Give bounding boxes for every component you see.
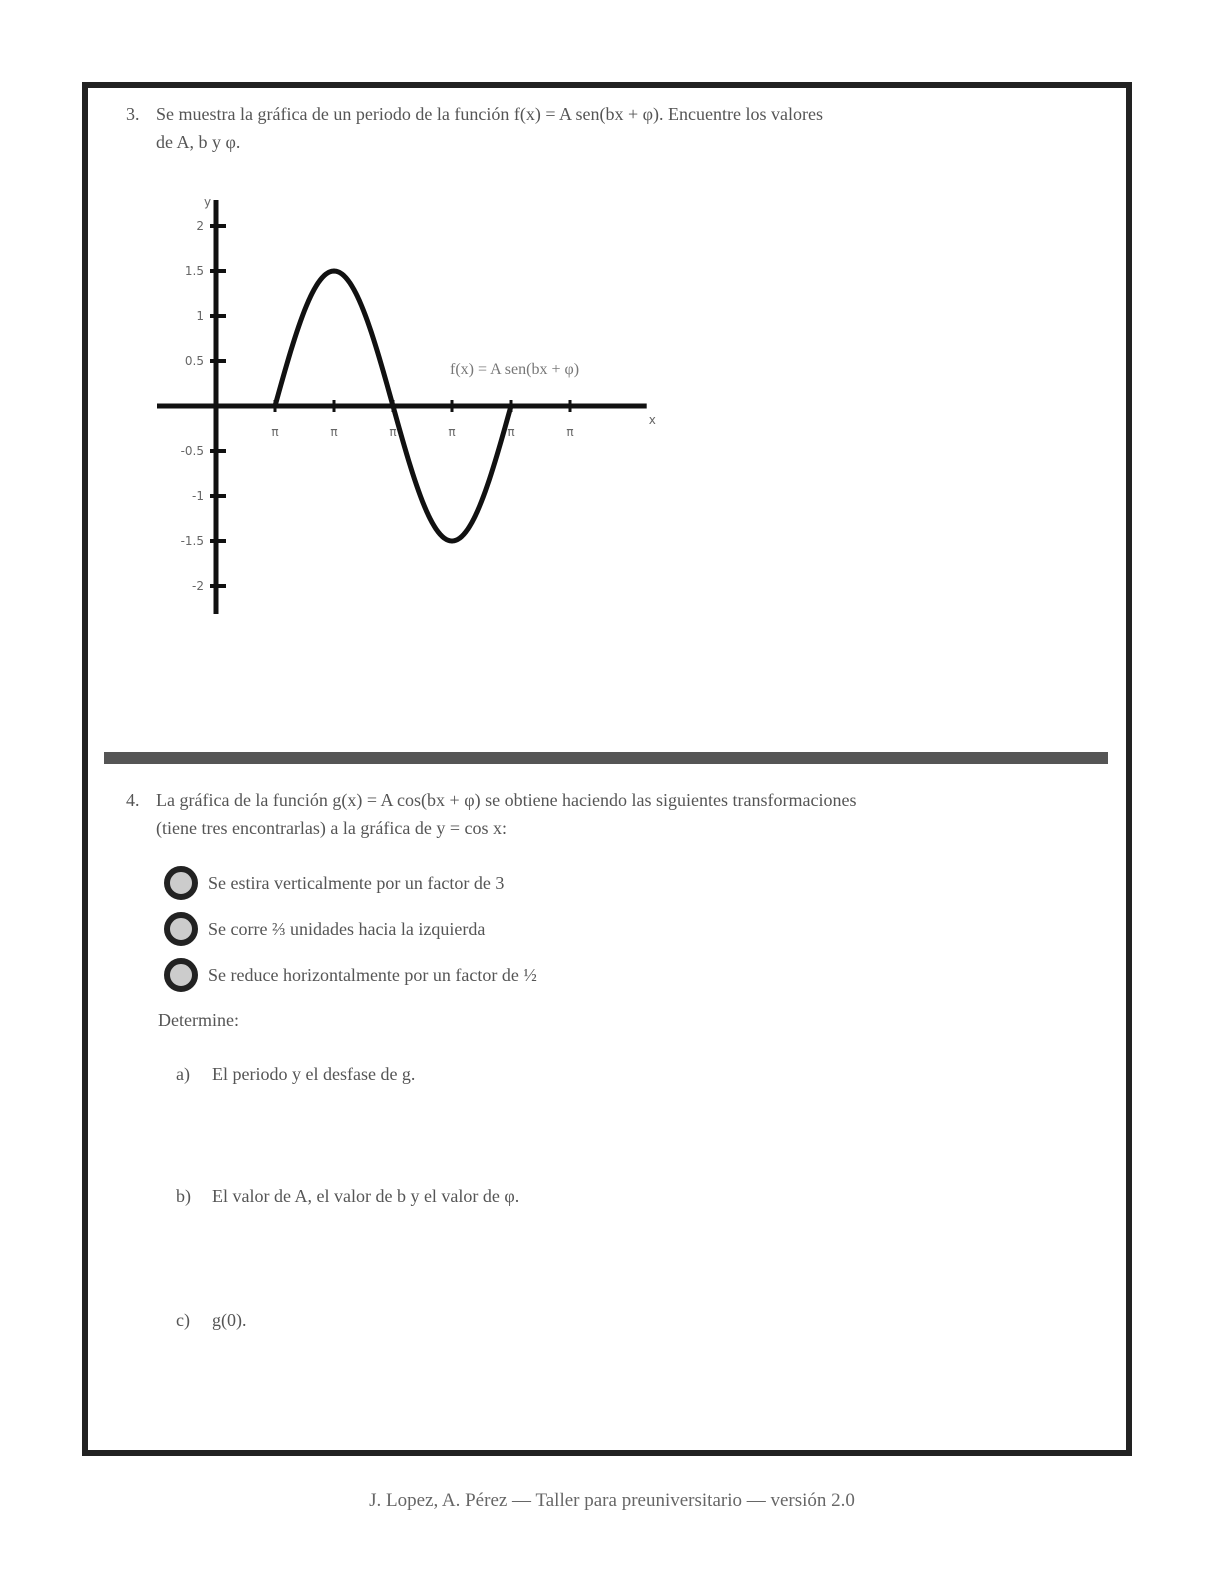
transformation-text: Se corre ⅔ unidades hacia la izquierda xyxy=(208,918,486,939)
transformation-text: Se reduce horizontalmente por un factor de ½ xyxy=(208,964,537,985)
problem-4-statement xyxy=(126,786,1116,842)
x-axis-label: x xyxy=(648,413,656,427)
y-tick-label: -2 xyxy=(192,579,204,593)
y-tick-label: 1.5 xyxy=(184,264,204,278)
y-tick-label: -1.5 xyxy=(180,534,204,548)
subquestion-text: El valor de A, el valor de b y el valor de φ. xyxy=(212,1186,520,1206)
x-tick-label: π xyxy=(448,425,456,439)
x-tick-label: π xyxy=(389,425,397,439)
problem-3-number: 3. xyxy=(126,104,140,124)
y-tick-label: -1 xyxy=(192,489,204,503)
subquestion-text: El periodo y el desfase de g. xyxy=(212,1064,416,1084)
problem-4-number: 4. xyxy=(126,790,140,810)
subquestion-label: b) xyxy=(176,1186,191,1206)
y-axis-label: y xyxy=(204,195,212,209)
y-tick-label: 2 xyxy=(196,219,204,233)
transformation-item[interactable] xyxy=(164,906,864,952)
y-tick-label: 0.5 xyxy=(184,354,204,368)
y-tick-label: 1 xyxy=(196,309,204,323)
problem-4-line-1: La gráfica de la función g(x) = A cos(bx + φ) se obtiene haciendo las siguientes transformaciones xyxy=(156,790,857,810)
radio-bullet-icon[interactable] xyxy=(164,912,198,946)
subquestion-text: g(0). xyxy=(212,1310,247,1330)
transformation-text: Se estira verticalmente por un factor de 3 xyxy=(208,872,505,893)
transformation-item[interactable] xyxy=(164,952,864,998)
x-tick-label: π xyxy=(566,425,574,439)
subquestion-a xyxy=(176,1064,415,1085)
page-footer: J. Lopez, A. Pérez — Taller para preuniversitario — versión 2.0 xyxy=(369,1490,855,1511)
subquestion-label: c) xyxy=(176,1310,190,1330)
transformation-list xyxy=(164,860,864,998)
transformation-item[interactable] xyxy=(164,860,864,906)
sine-graph xyxy=(150,188,670,618)
problem-3-line-1: Se muestra la gráfica de un periodo de la función f(x) = A sen(bx + φ). Encuentre los valores xyxy=(156,104,823,124)
problem-3-line-2: de A, b y φ. xyxy=(156,132,241,152)
sine-graph-svg xyxy=(150,188,670,618)
subquestion-c xyxy=(176,1310,247,1331)
subquestion-b xyxy=(176,1186,519,1207)
curve-label: f(x) = A sen(bx + φ) xyxy=(450,361,580,378)
problem-3-statement xyxy=(126,100,1116,156)
radio-bullet-icon[interactable] xyxy=(164,866,198,900)
x-tick-label: π xyxy=(507,425,515,439)
problem-4-line-2: (tiene tres encontrarlas) a la gráfica de y = cos x: xyxy=(156,818,507,838)
subquestion-label: a) xyxy=(176,1064,190,1084)
y-tick-label: -0.5 xyxy=(180,444,204,458)
determine-heading: Determine: xyxy=(158,1010,239,1030)
x-tick-label: π xyxy=(330,425,338,439)
radio-bullet-icon[interactable] xyxy=(164,958,198,992)
x-tick-label: π xyxy=(271,425,279,439)
section-separator xyxy=(104,752,1108,764)
